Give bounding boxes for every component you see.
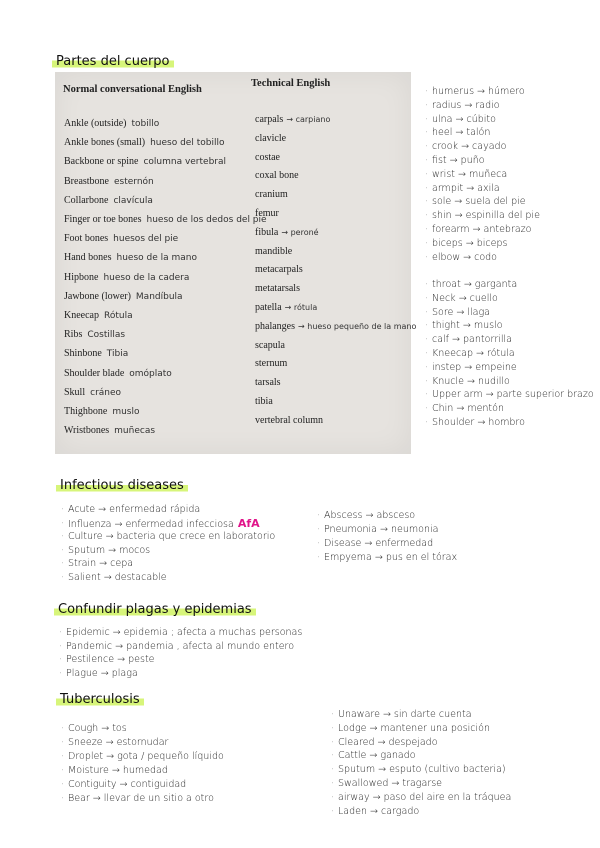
normal-term-row [64, 137, 224, 148]
handwritten-translation: hueso de la mano [116, 253, 197, 264]
handwritten-translation: → rótula [284, 303, 318, 312]
list-item: · Knucle → nudillo [432, 375, 594, 389]
list-item: · Abscess → absceso [324, 509, 457, 523]
list-item: · shin → espinilla del pie [432, 209, 540, 223]
printed-term: Jawbone (lower) [64, 290, 131, 302]
list-item: · Upper arm → parte superior brazo [432, 388, 594, 402]
list-item: · Bear → llevar de un sitio a otro [68, 792, 224, 806]
list-item: · Unaware → sin darte cuenta [338, 708, 511, 722]
printed-term: costae [255, 151, 280, 163]
normal-term-row [64, 368, 172, 379]
printed-term: Thighbone [64, 406, 108, 417]
technical-term-row [255, 358, 287, 369]
normal-term-row [64, 252, 197, 263]
technical-term-row [255, 227, 319, 238]
technical-term-row [255, 170, 299, 181]
tuberculosis-list-left [68, 722, 224, 806]
list-item: · Salient → destacable [68, 571, 275, 585]
technical-term-row [255, 415, 323, 426]
printed-term: cranium [255, 189, 288, 201]
printed-term: Ankle (outside) [64, 118, 127, 129]
printed-term: Hand bones [64, 252, 112, 264]
technical-term-row [255, 133, 286, 144]
list-item: · Acute → enfermedad rápida [68, 503, 275, 517]
handwritten-translation: → peroné [281, 227, 319, 237]
normal-term-row [64, 156, 226, 167]
handwritten-translation: muñecas [114, 426, 156, 437]
handwritten-translation: Mandíbula [135, 291, 183, 302]
printed-term: Foot bones [64, 233, 109, 245]
handwritten-translation: hueso de la cadera [103, 272, 190, 283]
list-item: · biceps → biceps [432, 237, 540, 251]
normal-term-row [64, 387, 121, 398]
printed-term: Shinbone [64, 348, 102, 360]
technical-term-row [255, 264, 303, 275]
normal-term-row [64, 272, 189, 283]
handwritten-translation: muslo [112, 407, 140, 417]
technical-term-row [255, 246, 292, 257]
list-item: · airway → paso del aire en la tráquea [338, 791, 511, 805]
influenza-note: AfA [237, 516, 260, 530]
list-item: · Cleared → despejado [338, 736, 511, 750]
list-item: · Sputum → mocos [68, 544, 275, 558]
printed-term: vertebral column [255, 414, 324, 426]
list-item: · Droplet → gota / pequeño líquido [68, 750, 224, 764]
printed-term: Skull [64, 386, 86, 398]
list-item: · Cough → tos [68, 722, 224, 736]
technical-term-row [255, 340, 285, 351]
handwritten-translation: hueso de los dedos del pie [146, 215, 267, 225]
handwritten-translation: esternón [114, 176, 154, 187]
list-item: · Pneumonia → neumonia [324, 523, 457, 537]
normal-term-row [64, 310, 133, 321]
list-item: · wrist → muñeca [432, 168, 540, 182]
plagues-list [66, 626, 302, 680]
printed-term: Collarbone [64, 194, 109, 206]
handwritten-translation: → carpiano [286, 115, 331, 124]
handwritten-translation: Rótula [103, 311, 133, 321]
list-item: · Lodge → mantener una posición [338, 722, 511, 736]
printed-term: carpals [255, 114, 284, 125]
body-parts-list-2 [432, 278, 594, 430]
printed-term: mandible [255, 245, 293, 257]
list-item: · calf → pantorrilla [432, 333, 594, 347]
technical-term-row [255, 208, 279, 219]
list-item: · Moisture → humedad [68, 764, 224, 778]
list-item: · Contiguity → contiguidad [68, 778, 224, 792]
handwritten-translation: hueso del tobillo [150, 138, 225, 149]
handwritten-translation: huesos del pie [113, 234, 179, 245]
printed-term: fibula [255, 226, 279, 238]
list-item: · Strain → cepa [68, 557, 275, 571]
technical-term-row [255, 321, 416, 332]
printed-term: patella [255, 302, 282, 313]
normal-term-row [64, 291, 183, 302]
technical-term-row [255, 114, 330, 125]
printed-term: phalanges [255, 320, 295, 332]
vocabulary-table-photo [55, 72, 417, 454]
list-item: · crook → cayado [432, 140, 540, 154]
list-item: · Sneeze → estornudar [68, 736, 224, 750]
normal-term-row [64, 348, 128, 359]
normal-term-row [64, 329, 125, 340]
list-item: · humerus → húmero [432, 85, 540, 99]
normal-english-header: Normal conversational English [63, 84, 202, 95]
printed-term: clavicle [255, 132, 287, 144]
list-item: · radius → radio [432, 99, 540, 113]
list-item: · Cattle → ganado [338, 749, 511, 763]
list-item: · Neck → cuello [432, 292, 594, 306]
list-item: · Influenza → enfermedad infecciosa AfA [68, 517, 275, 531]
list-item: · fist → puño [432, 154, 540, 168]
normal-term-row [64, 406, 140, 417]
handwritten-translation: clavícula [113, 195, 153, 206]
printed-term: Shoulder blade [64, 367, 125, 379]
printed-term: metacarpals [255, 264, 303, 276]
normal-term-row [64, 425, 155, 436]
heading-body-parts: Partes del cuerpo [52, 54, 174, 69]
list-item: · Empyema → pus en el tórax [324, 551, 457, 565]
technical-term-row [255, 283, 300, 294]
normal-term-row [64, 176, 154, 187]
tuberculosis-list-right [338, 708, 511, 818]
list-item: · Chin → mentón [432, 402, 594, 416]
list-item: · Sputum → esputo (cultivo bacteria) [338, 763, 511, 777]
list-item: · Culture → bacteria que crece en laboratorio [68, 530, 275, 544]
printed-term: Breastbone [64, 175, 109, 187]
printed-term: tibia [255, 396, 273, 407]
handwritten-translation: omóplato [129, 368, 172, 379]
list-item: · Shoulder → hombro [432, 416, 594, 430]
heading-tuberculosis: Tuberculosis [56, 692, 144, 707]
printed-term: Ribs [64, 329, 83, 341]
printed-term: Finger or toe bones [64, 214, 142, 225]
handwritten-translation: columna vertebral [143, 157, 227, 168]
technical-term-row [255, 377, 281, 388]
list-item: · Disease → enfermedad [324, 537, 457, 551]
printed-term: metatarsals [255, 283, 300, 295]
printed-term: sternum [255, 358, 288, 370]
normal-term-row [64, 214, 267, 225]
handwritten-translation: Tibia [106, 349, 129, 360]
handwritten-translation: Costillas [87, 330, 126, 341]
printed-term: Kneecap [64, 310, 99, 321]
list-item: · thight → muslo [432, 319, 594, 333]
technical-term-row [255, 302, 317, 313]
technical-term-row [255, 189, 288, 200]
list-item: · Plague → plaga [66, 667, 302, 681]
printed-term: Hipbone [64, 271, 99, 283]
handwritten-translation: tobillo [131, 119, 160, 129]
list-item: · ulna → cúbito [432, 113, 540, 127]
printed-term: coxal bone [255, 170, 299, 182]
normal-term-row [64, 233, 178, 244]
heading-plagues: Confundir plagas y epidemias [54, 602, 256, 617]
technical-term-row [255, 396, 273, 407]
list-item: · Pandemic → pandemia , afecta al mundo entero [66, 640, 302, 654]
infectious-list-left [68, 503, 275, 585]
normal-term-row [64, 195, 153, 206]
normal-term-row [64, 118, 159, 129]
printed-term: tarsals [255, 377, 281, 389]
list-item: · instep → empeine [432, 361, 594, 375]
list-item: · Kneecap → rótula [432, 347, 594, 361]
handwritten-translation: → hueso pequeño de la mano [298, 321, 417, 331]
list-item: · throat → garganta [432, 278, 594, 292]
list-item: · heel → talón [432, 126, 540, 140]
list-item: · Pestilence → peste [66, 653, 302, 667]
printed-term: Backbone or spine [64, 156, 139, 168]
printed-term: Wristbones [64, 425, 110, 437]
list-item: · sole → suela del pie [432, 195, 540, 209]
list-item: · Laden → cargado [338, 805, 511, 819]
heading-infectious-diseases: Infectious diseases [56, 478, 188, 493]
technical-english-header: Technical English [251, 78, 331, 89]
list-item: · forearm → antebrazo [432, 223, 540, 237]
list-item: · Swallowed → tragarse [338, 777, 511, 791]
handwritten-translation: cráneo [90, 387, 122, 398]
list-item: · armpit → axila [432, 182, 540, 196]
printed-term: Ankle bones (small) [64, 137, 146, 149]
list-item: · Epidemic → epidemia ; afecta a muchas personas [66, 626, 302, 640]
list-item: · elbow → codo [432, 251, 540, 265]
printed-term: femur [255, 208, 279, 219]
printed-term: scapula [255, 339, 285, 351]
infectious-list-right [324, 509, 457, 565]
body-parts-list-1 [432, 85, 540, 264]
technical-term-row [255, 152, 280, 163]
list-item: · Sore → llaga [432, 306, 594, 320]
